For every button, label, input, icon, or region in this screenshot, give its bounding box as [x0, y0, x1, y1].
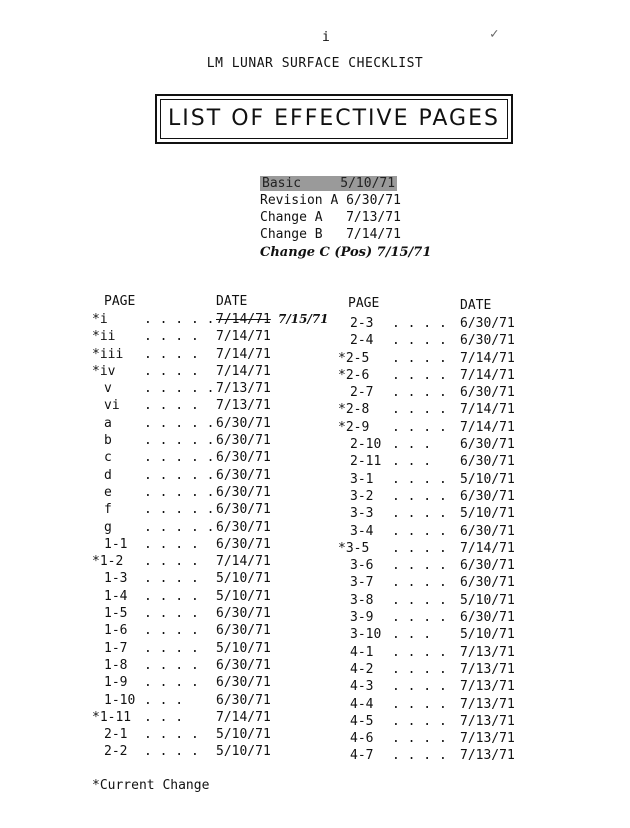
entry-date: 7/13/71 — [216, 381, 271, 397]
entry-dots: . . . . — [144, 727, 199, 743]
entry-date: 7/13/71 — [460, 661, 515, 677]
revision-label: Basic — [262, 176, 302, 191]
entry-date: 7/13/71 — [460, 644, 515, 660]
entry-dots: . . . . — [144, 623, 199, 639]
entry-page: *2-8 — [338, 402, 370, 418]
entry-dots: . . . . — [392, 488, 447, 504]
left-page-header: PAGE — [104, 294, 136, 309]
revision-basic — [260, 176, 397, 191]
revision-date: 5/10/71 — [340, 176, 396, 191]
entry-date: 7/14/71 — [460, 350, 515, 366]
entry-date: 7/14/71 — [216, 363, 271, 379]
entry-dots: . . . . . — [144, 312, 215, 327]
entry-page: *1-11 — [92, 709, 132, 725]
entry-dots: . . . . — [144, 536, 199, 552]
entry-date: 6/30/71 — [460, 333, 515, 349]
entry-page: v — [104, 381, 112, 397]
handwritten-change-c: Change C (Pos) 7/15/71 — [260, 245, 432, 260]
entry-date: 6/30/71 — [216, 433, 271, 449]
entry-dots: . . . . — [392, 713, 447, 729]
entry-dots: . . . . — [392, 333, 447, 349]
entry-page: 2-1 — [104, 727, 128, 743]
entry-dots: . . . . . — [144, 484, 215, 500]
entry-page: 2-3 — [350, 316, 374, 331]
entry-dots: . . . . — [392, 402, 447, 418]
entry-page: *ii — [92, 329, 116, 345]
entry-page: *iv — [92, 363, 116, 379]
entry-dots: . . . . . — [144, 467, 215, 483]
entry-date: 5/10/71 — [216, 640, 271, 656]
entry-dots: . . . — [144, 709, 184, 725]
page-heading: LIST OF EFFECTIVE PAGES — [168, 106, 500, 131]
entry-date: 6/30/71 — [460, 610, 515, 626]
entry-date: 6/30/71 — [216, 657, 271, 673]
entry-dots: . . . . — [392, 731, 447, 747]
entry-date: 5/10/71 — [216, 588, 271, 604]
entry-date: 5/10/71 — [460, 506, 515, 522]
entry-date: 6/30/71 — [460, 488, 515, 504]
page-number: i — [322, 30, 330, 45]
entry-page: 4-6 — [350, 731, 374, 747]
entry-page: *3-5 — [338, 540, 370, 556]
entry-date: 5/10/71 — [216, 744, 271, 760]
entry-page: d — [104, 467, 112, 483]
entry-page: 3-9 — [350, 610, 374, 626]
entry-date: 6/30/71 — [460, 558, 515, 574]
revision-date: 7/13/71 — [346, 210, 401, 225]
entry-page: 1-4 — [104, 588, 128, 604]
entry-page: 1-10 — [104, 692, 136, 708]
entry-date: 6/30/71 — [216, 502, 271, 518]
entry-date: 7/14/71 — [460, 367, 515, 383]
entry-dots: . . . — [392, 454, 432, 470]
entry-dots: . . . . — [392, 419, 447, 435]
entry-page: 3-4 — [350, 523, 374, 539]
entry-date: 6/30/71 — [460, 385, 515, 401]
entry-page: 1-1 — [104, 536, 128, 552]
entry-page: 4-5 — [350, 713, 374, 729]
entry-date: 7/14/71 — [216, 554, 271, 570]
entry-dots: . . . . — [392, 523, 447, 539]
entry-page: 4-1 — [350, 644, 374, 660]
entry-dots: . . . . — [392, 575, 447, 591]
entry-date: 7/14/71 — [216, 709, 271, 725]
entry-dots: . . . . — [392, 748, 447, 764]
entry-date: 6/30/71 — [216, 606, 271, 622]
entry-dots: . . . — [392, 437, 432, 453]
entry-dots: . . . — [392, 627, 432, 643]
entry-date: 7/13/71 — [216, 398, 271, 414]
entry-page: 1-8 — [104, 657, 128, 673]
entry-date: 6/30/71 — [216, 623, 271, 639]
entry-page: g — [104, 519, 112, 535]
handwritten-check-mark: ✓ — [490, 26, 499, 42]
entry-dots: . . . . — [144, 588, 199, 604]
entry-page: 3-6 — [350, 558, 374, 574]
entry-date: 7/13/71 — [460, 731, 515, 747]
entry-date: 7/13/71 — [460, 748, 515, 764]
entry-page: 4-4 — [350, 696, 374, 712]
entry-date: 7/14/71 — [460, 402, 515, 418]
revision-label: Change B — [260, 227, 323, 242]
entry-page: *iii — [92, 346, 124, 362]
entry-date: 6/30/71 — [216, 415, 271, 431]
entry-dots: . . . . — [144, 363, 199, 379]
entry-date: 6/30/71 — [216, 675, 271, 691]
entry-page: 2-4 — [350, 333, 374, 349]
entry-page: c — [104, 450, 112, 466]
entry-date: 7/14/71 — [460, 419, 515, 435]
entry-page: 3-2 — [350, 488, 374, 504]
right-date-header: DATE — [460, 298, 492, 313]
entry-date: 6/30/71 — [216, 484, 271, 500]
entry-page: 1-3 — [104, 571, 128, 587]
entry-dots: . . . . — [144, 346, 199, 362]
entry-dots: . . . . — [144, 675, 199, 691]
entry-page: 1-7 — [104, 640, 128, 656]
entry-page: 3-7 — [350, 575, 374, 591]
right-page-header: PAGE — [348, 296, 380, 311]
entry-dots: . . . . — [144, 571, 199, 587]
change-a — [260, 210, 401, 225]
entry-page: e — [104, 484, 112, 500]
entry-date: 6/30/71 — [216, 519, 271, 535]
entry-date: 6/30/71 — [216, 536, 271, 552]
entry-dots: . . . — [144, 692, 184, 708]
entry-dots: . . . . — [392, 540, 447, 556]
footer-note: *Current Change — [92, 778, 210, 793]
revision-label: Change A — [260, 210, 323, 225]
entry-dots: . . . . — [392, 661, 447, 677]
entry-page: 1-9 — [104, 675, 128, 691]
entry-date: 7/13/71 — [460, 713, 515, 729]
entry-page: *2-5 — [338, 350, 370, 366]
entry-page: 3-8 — [350, 592, 374, 608]
entry-date: 7/14/71 — [216, 312, 271, 327]
entry-dots: . . . . — [144, 606, 199, 622]
entry-dots: . . . . — [392, 385, 447, 401]
entry-page: 3-1 — [350, 471, 374, 487]
entry-page: *i — [92, 312, 108, 327]
entry-dots: . . . . — [392, 350, 447, 366]
entry-page: 2-7 — [350, 385, 374, 401]
entry-page: vi — [104, 398, 120, 414]
entry-dots: . . . . — [392, 316, 447, 331]
entry-date: 6/30/71 — [460, 523, 515, 539]
entry-date: 6/30/71 — [216, 692, 271, 708]
entry-date: 7/14/71 — [216, 346, 271, 362]
entry-page: a — [104, 415, 112, 431]
entry-dots: . . . . — [144, 657, 199, 673]
entry-date: 5/10/71 — [460, 627, 515, 643]
entry-dots: . . . . — [392, 644, 447, 660]
entry-dots: . . . . — [392, 679, 447, 695]
entry-page: 2-2 — [104, 744, 128, 760]
entry-date: 7/14/71 — [216, 329, 271, 345]
entry-page: f — [104, 502, 112, 518]
entry-dots: . . . . . — [144, 433, 215, 449]
entry-dots: . . . . — [392, 506, 447, 522]
heading-box — [155, 94, 513, 144]
entry-dots: . . . . . — [144, 381, 215, 397]
entry-date: 6/30/71 — [216, 467, 271, 483]
entry-dots: . . . . — [392, 471, 447, 487]
entry-date: 6/30/71 — [460, 454, 515, 470]
entry-dots: . . . . . — [144, 519, 215, 535]
entry-dots: . . . . — [392, 696, 447, 712]
entry-dots: . . . . — [392, 610, 447, 626]
entry-date: 5/10/71 — [460, 471, 515, 487]
entry-page: 2-10 — [350, 437, 382, 453]
entry-dots: . . . . — [392, 558, 447, 574]
entry-dots: . . . . — [392, 592, 447, 608]
entry-dots: . . . . — [392, 367, 447, 383]
entry-dots: . . . . . — [144, 450, 215, 466]
revision-date: 7/14/71 — [346, 227, 401, 242]
entry-page: *2-9 — [338, 419, 370, 435]
entry-date: 6/30/71 — [460, 437, 515, 453]
entry-page: 4-2 — [350, 661, 374, 677]
entry-date: 5/10/71 — [216, 571, 271, 587]
entry-page: 1-6 — [104, 623, 128, 639]
entry-dots: . . . . — [144, 554, 199, 570]
entry-date: 7/13/71 — [460, 679, 515, 695]
left-date-header: DATE — [216, 294, 248, 309]
entry-dots: . . . . — [144, 744, 199, 760]
entry-date: 6/30/71 — [460, 575, 515, 591]
entry-page: b — [104, 433, 112, 449]
checklist-title: LM LUNAR SURFACE CHECKLIST — [206, 56, 424, 71]
entry-page: 2-11 — [350, 454, 382, 470]
entry-dots: . . . . . — [144, 502, 215, 518]
entry-date: 7/13/71 — [460, 696, 515, 712]
entry-page: 3-3 — [350, 506, 374, 522]
entry-page: *1-2 — [92, 554, 124, 570]
revision-date: 6/30/71 — [346, 193, 401, 208]
entry-date: 6/30/71 — [460, 316, 515, 331]
entry-date: 5/10/71 — [460, 592, 515, 608]
handwritten-date: 7/15/71 — [278, 312, 329, 326]
entry-page: *2-6 — [338, 367, 370, 383]
entry-dots: . . . . — [144, 640, 199, 656]
change-b — [260, 227, 401, 242]
entry-date: 7/14/71 — [460, 540, 515, 556]
entry-date: 5/10/71 — [216, 727, 271, 743]
revision-a — [260, 193, 401, 208]
entry-page: 1-5 — [104, 606, 128, 622]
entry-page: 3-10 — [350, 627, 382, 643]
entry-page: 4-3 — [350, 679, 374, 695]
entry-date: 6/30/71 — [216, 450, 271, 466]
entry-page: 4-7 — [350, 748, 374, 764]
entry-dots: . . . . — [144, 398, 199, 414]
entry-dots: . . . . — [144, 329, 199, 345]
entry-dots: . . . . . — [144, 415, 215, 431]
revision-label: Revision A — [260, 193, 339, 208]
